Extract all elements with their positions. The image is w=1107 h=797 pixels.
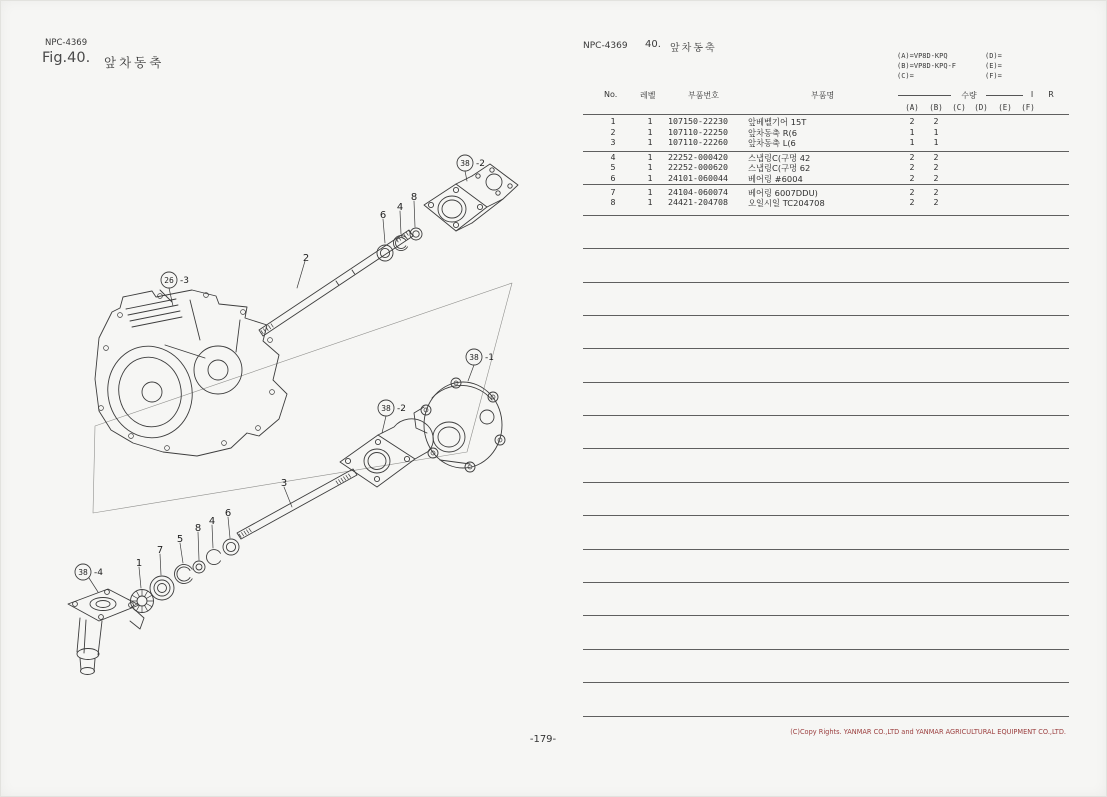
transmission-case-drawing <box>95 290 287 456</box>
cell-qty_b: 1 <box>933 126 939 137</box>
col-header-r: R <box>1048 90 1054 99</box>
cell-qty_a: 2 <box>909 116 915 126</box>
bottom-housing-drawing <box>68 589 144 675</box>
qty-header-rule-right <box>986 95 1023 96</box>
cell-part_no: 107150-22230 <box>668 116 728 126</box>
cell-part_name: 오일시일 TC204708 <box>748 198 825 208</box>
figure-title: 앞차동축 <box>104 55 165 70</box>
cell-level: 1 <box>647 151 653 162</box>
col-header-part-name: 부품명 <box>811 91 835 100</box>
cell-qty_b: 2 <box>933 151 939 162</box>
col-header-i: I <box>1030 90 1034 99</box>
figure-number: 40. <box>645 39 661 50</box>
cell-part_name: 베어링 #6004 <box>748 173 803 184</box>
cell-qty_b: 1 <box>933 137 939 147</box>
coupling-top-drawing <box>424 164 518 231</box>
blank-row-line <box>583 649 1069 650</box>
table-row <box>0 137 1107 148</box>
cell-qty_b: 2 <box>933 116 939 126</box>
blank-row-line <box>583 348 1069 349</box>
assembly-boundary-box <box>93 283 512 513</box>
item-label-snapring-5: 5 <box>176 534 184 545</box>
cell-no: 6 <box>610 172 616 183</box>
blank-row-line <box>583 415 1069 416</box>
cell-qty_a: 2 <box>909 172 915 183</box>
callout-coupling-lower-suffix: -2 <box>397 404 406 414</box>
item-label-shaft-3: 3 <box>280 478 288 489</box>
cell-no: 2 <box>610 126 616 137</box>
item-label-bearing-7: 7 <box>156 545 164 556</box>
blank-row-line <box>583 716 1069 717</box>
cell-qty_a: 2 <box>909 162 915 172</box>
callout-case-suffix: -3 <box>180 276 189 286</box>
qty-col-header-4: (E) <box>998 103 1012 112</box>
lower-parts-drawing <box>131 539 240 613</box>
variant-f: (F)= <box>985 72 1002 80</box>
table-row <box>0 116 1107 127</box>
cell-qty_a: 1 <box>909 137 915 147</box>
item-label-washer-8-lower: 8 <box>194 523 202 534</box>
cell-part_name: 앞차동축 R(6 <box>748 127 797 138</box>
variant-b: (B)=VP8D-KPQ-F <box>897 62 957 70</box>
figure-label: Fig.40. <box>42 50 91 66</box>
cell-part_no: 107110-22250 <box>668 126 728 137</box>
qty-header-rule-left <box>898 95 951 96</box>
cell-part_name: 앞베벨기어 15T <box>748 117 807 127</box>
col-header-qty: 수량 <box>961 91 977 100</box>
exploded-diagram <box>55 148 535 678</box>
group-separator-line <box>583 114 1069 115</box>
page-number: -179- <box>529 734 557 745</box>
group-separator-line <box>583 184 1069 185</box>
item-label-snapring-4-lower: 4 <box>208 516 216 527</box>
figure-title-right: 앞차동축 <box>670 43 717 54</box>
shaft-2-drawing <box>259 230 413 336</box>
cell-part_no: 24421-204708 <box>668 197 728 207</box>
callout-case-number: 26 <box>164 276 174 285</box>
blank-row-line <box>583 582 1069 583</box>
item-label-snapring-4-upper: 4 <box>396 202 404 213</box>
callout-coupling-top-suffix: -2 <box>476 159 485 169</box>
cell-part_name: 스냅링C(구멍 42 <box>748 152 811 163</box>
variant-c: (C)= <box>897 72 914 80</box>
cell-qty_a: 1 <box>909 126 915 137</box>
cell-part_no: 22252-000620 <box>668 162 728 172</box>
blank-row-line <box>583 482 1069 483</box>
cell-qty_b: 2 <box>933 162 939 172</box>
callout-bottom-housing-suffix: -4 <box>94 568 103 578</box>
variant-d: (D)= <box>985 52 1002 60</box>
cell-qty_b: 2 <box>933 197 939 207</box>
cell-qty_a: 2 <box>909 197 915 207</box>
callout-coupling-top-number: 38 <box>460 159 470 168</box>
cell-qty_b: 2 <box>933 186 939 197</box>
cell-part_name: 앞차동축 L(6 <box>748 138 796 148</box>
cell-part_no: 24101-060044 <box>668 172 728 183</box>
cell-level: 1 <box>647 126 653 137</box>
cell-level: 1 <box>647 116 653 126</box>
cell-no: 8 <box>610 197 616 207</box>
cell-part_no: 24104-060074 <box>668 186 728 197</box>
cell-level: 1 <box>647 197 653 207</box>
cell-level: 1 <box>647 137 653 147</box>
cell-level: 1 <box>647 172 653 183</box>
callout-diff-housing-number: 38 <box>469 353 479 362</box>
cell-part_name: 스냅링C(구멍 62 <box>748 163 811 173</box>
group-separator-line <box>583 215 1069 216</box>
cell-qty_b: 2 <box>933 172 939 183</box>
col-header-part-no: 부품번호 <box>688 91 719 100</box>
blank-row-line <box>583 248 1069 249</box>
variant-e: (E)= <box>985 62 1002 70</box>
variant-a: (A)=VP8D-KPQ <box>897 52 948 60</box>
qty-col-header-2: (C) <box>952 103 966 112</box>
callout-bubbles <box>75 155 482 580</box>
cell-level: 1 <box>647 162 653 172</box>
item-label-seal-8-upper: 8 <box>410 192 418 203</box>
blank-row-line <box>583 549 1069 550</box>
doc-code-right: NPC-4369 <box>583 41 628 51</box>
copyright-notice: (C)Copy Rights. YANMAR CO.,LTD and YANMAR AGRICULTURAL EQUIPMENT CO.,LTD. <box>790 728 1066 736</box>
group-separator-line <box>583 151 1069 152</box>
blank-row-line <box>583 448 1069 449</box>
cell-qty_a: 2 <box>909 186 915 197</box>
cell-no: 4 <box>610 151 616 162</box>
blank-row-line <box>583 515 1069 516</box>
qty-col-header-1: (B) <box>929 103 943 112</box>
callout-coupling-lower-number: 38 <box>381 404 391 413</box>
qty-col-header-3: (D) <box>974 103 988 112</box>
col-header-no: No. <box>604 90 618 99</box>
item-label-shaft-2: 2 <box>302 253 310 264</box>
table-row <box>0 127 1107 138</box>
col-header-level: 레벨 <box>640 91 656 100</box>
cell-no: 1 <box>610 116 616 126</box>
blank-row-line <box>583 315 1069 316</box>
qty-col-header-5: (F) <box>1021 103 1035 112</box>
cell-qty_a: 2 <box>909 151 915 162</box>
cell-level: 1 <box>647 186 653 197</box>
cell-part_name: 베어링 6007DDU) <box>748 187 818 198</box>
qty-col-header-0: (A) <box>905 103 919 112</box>
blank-row-line <box>583 682 1069 683</box>
item-label-bevel-gear-1: 1 <box>135 558 143 569</box>
cell-no: 5 <box>610 162 616 172</box>
blank-row-line <box>583 282 1069 283</box>
item-label-bearing-6-upper: 6 <box>379 210 387 221</box>
cell-part_no: 22252-000420 <box>668 151 728 162</box>
cell-no: 3 <box>610 137 616 147</box>
leader-lines <box>89 171 474 592</box>
callout-bottom-housing-number: 38 <box>78 568 88 577</box>
item-label-bearing-6-lower: 6 <box>224 508 232 519</box>
callout-diff-housing-suffix: -1 <box>485 353 494 363</box>
blank-row-line <box>583 615 1069 616</box>
cell-part_no: 107110-22260 <box>668 137 728 147</box>
doc-code-left: NPC-4369 <box>45 38 88 48</box>
cell-no: 7 <box>610 186 616 197</box>
blank-row-line <box>583 382 1069 383</box>
